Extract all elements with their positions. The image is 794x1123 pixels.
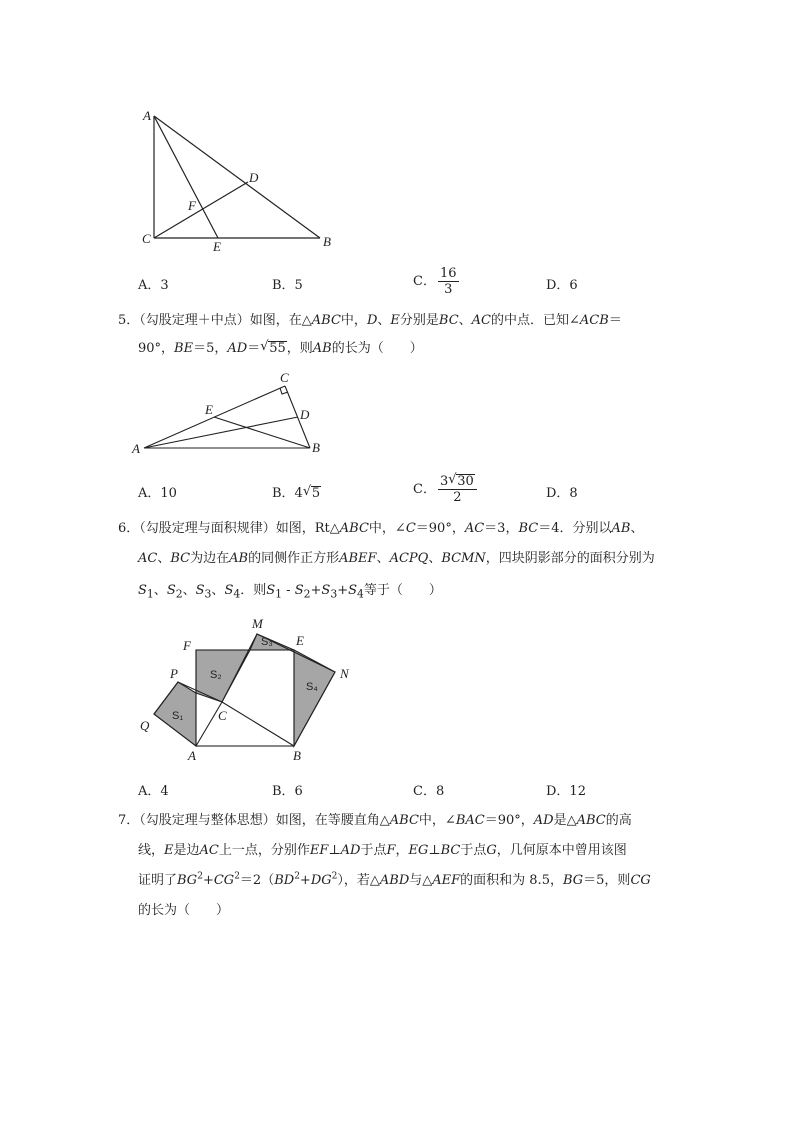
q6-label-b: B (293, 748, 301, 763)
q6-shaded-s4 (294, 650, 335, 746)
q5-figure (130, 368, 340, 458)
q6-option-a[interactable]: A．4 (138, 784, 169, 799)
q4-figure (130, 100, 350, 260)
q5-option-a[interactable]: A．10 (138, 486, 177, 501)
q5-option-d[interactable]: D．8 (546, 486, 578, 501)
q6-stem-line1: 6．（勾股定理与面积规律）如图，Rt△ABC中，∠C＝90°，AC＝3，BC＝4．分别以AB、 (118, 521, 644, 536)
q5-segment-eb (214, 417, 310, 448)
q5-option-c[interactable]: C． 3 √ 30 2 (413, 474, 477, 505)
q7-stem-line2: 线，E是边AC上一点，分别作EF⊥AD于点F，EG⊥BC于点G，几何原本中曾用该图 (138, 843, 627, 858)
q5-label-b: B (312, 440, 320, 455)
q4-label-d: D (249, 170, 259, 185)
q5-label-d: D (300, 407, 310, 422)
q6-label-s2: S₂ (210, 669, 222, 681)
q4-label-f: F (188, 198, 196, 213)
q4-option-a[interactable]: A．3 (138, 278, 169, 293)
q4-segment-ab (154, 116, 320, 238)
q6-label-s4: S₄ (306, 681, 318, 693)
q7-stem-line4: 的长为（ ） (138, 903, 230, 918)
q6-stem-line2: AC、BC为边在AB的同侧作正方形ABEF、ACPQ、BCMN，四块阴影部分的面积分别为 (138, 551, 655, 566)
q7-stem-line1: 7．（勾股定理与整体思想）如图，在等腰直角△ABC中，∠BAC＝90°，AD是△ABC的高 (118, 813, 632, 828)
q6-label-s1: S₁ (172, 710, 184, 722)
q5-label-c: C (280, 370, 289, 385)
q4-option-c-denominator: 3 (444, 282, 453, 297)
q5-sqrt-55: √ 55 (260, 339, 286, 356)
q6-option-c[interactable]: C．8 (413, 784, 445, 799)
q4-label-c: C (142, 231, 151, 246)
q6-figure (130, 612, 370, 770)
q4-label-b: B (323, 234, 331, 249)
q6-label-e: E (296, 633, 304, 648)
q4-option-b[interactable]: B．5 (272, 278, 303, 293)
q6-stem-line3: $S_1$、$S_2$、$S_3$、$S_4$．则$S_1 - S_2+S_3+S_4$等于（ ） (138, 583, 442, 601)
q7-stem-line3: 证明了$BG^2+CG^2=2(BD^2+DG^2)$，若△ABD与△AEF的面积和为 8.5，BG＝5，则CG (138, 871, 651, 888)
q4-option-d[interactable]: D．6 (546, 278, 578, 293)
q4-option-c-prefix: C． (413, 274, 436, 289)
q5-stem-line2: 90°，BE＝5，AD＝ √ 55，则AB的长为（ ） (138, 339, 423, 356)
q6-option-d[interactable]: D．12 (546, 784, 586, 799)
q4-option-c[interactable] (413, 266, 459, 297)
q4-option-c-numerator: 16 (439, 266, 457, 281)
q6-label-s3: S₃ (261, 636, 273, 648)
q5-segment-ad (144, 417, 298, 448)
q6-label-c: C (218, 708, 227, 723)
q6-label-n: N (340, 666, 349, 681)
q6-label-q: Q (140, 718, 150, 733)
q6-label-p: P (170, 666, 178, 681)
q4-segment-cd (154, 182, 248, 238)
q6-option-b[interactable]: B．6 (272, 784, 303, 799)
q4-label-a: A (143, 108, 151, 123)
q6-label-m: M (252, 616, 263, 631)
q6-label-a: A (188, 748, 196, 763)
q4-segment-ae (154, 116, 218, 238)
q5-label-e: E (205, 402, 213, 417)
q6-segment-cb (222, 702, 294, 746)
q5-stem-line1: 5．（勾股定理＋中点）如图，在△ABC中，D、E分别是BC、AC的中点．已知∠ACB＝ (118, 313, 622, 328)
q5-option-b[interactable]: B．4 √ 5 (272, 484, 321, 501)
q4-label-e: E (213, 239, 221, 254)
q6-label-f: F (183, 638, 191, 653)
q4-option-c-fraction (438, 266, 459, 297)
q5-label-a: A (132, 441, 140, 456)
